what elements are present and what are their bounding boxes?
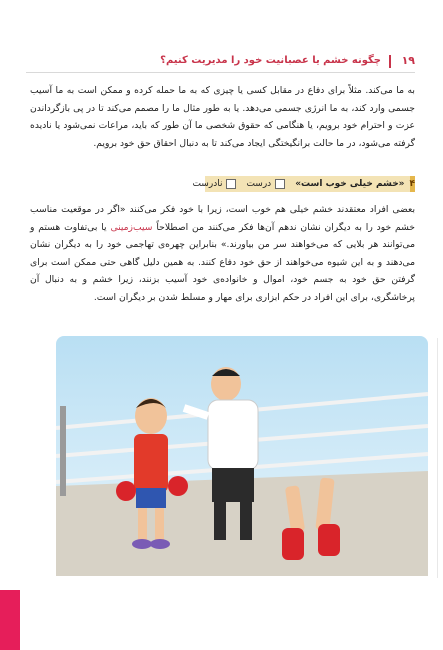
boxing-illustration (56, 336, 428, 576)
page-number: ۱۹ (401, 54, 415, 67)
question-box (192, 176, 415, 192)
option-true-label: درست (246, 179, 272, 189)
paragraph2-after: یا بی‌تفاوت هستم و می‌توانند هر بلایی که می‌خواهند سر من بیاورند.» بنابراین چهره‌ی تهاجمی خود را به دیگران نشان می‌دهند و به این شیوه می‌خواهند از حق خود دفاع کنند. به همین دلیل گاهی حتی ممکن است برای گرفتن حق خود به جسم خود، اموال و خانواده‌ی خود آسیب بزنند، زیرا خشم و به دنبال آن پرخاشگری، برای این افراد در حکم ابزاری برای مهار و مسلط شدن بر دیگران است. (30, 221, 415, 303)
question-text: «خشم خیلی خوب است» (295, 179, 405, 189)
option-true[interactable] (246, 179, 285, 189)
option-false-label: نادرست (192, 179, 223, 189)
highlighted-term: سیب‌زمینی (110, 221, 153, 233)
chapter-title: چگونه خشم یا عصبانیت خود را مدیریت کنیم؟ (160, 55, 381, 66)
header-divider (389, 55, 391, 68)
margin-rule (437, 338, 438, 578)
paragraph-anger-benefits: به ما می‌کند. مثلاً برای دفاع در مقابل کسی یا چیزی که به ما حمله کرده و ممکن است به ما آسیب جسمی وارد کند، به ما انرژی جسمی می‌دهد. یا به طور مثال ما را مصمم می‌کند تا در پی بازگرداندن عزت و احترام خود برویم، یا هنگامی که حقوق شخصی ما آن طور که باید، مراعات نمی‌شود یا نادیده گرفته می‌شود، در ما حالت برانگیختگی ایجاد می‌کند تا به دنبال احقاق حق خود برویم. (30, 85, 415, 149)
chapter-side-tab (0, 590, 20, 650)
paragraph2-before: بعضی افراد معتقدند خشم خیلی هم خوب است، زیرا با خود فکر می‌کنند «اگر در موقعیت مناسب خشم خود را به دیگران نشان ندهم آن‌ها فکر می‌کنند من اصطلاحاً (30, 204, 415, 233)
page-header (26, 52, 415, 73)
option-false[interactable] (192, 179, 236, 189)
question-number: ۴ (410, 176, 416, 192)
checkbox-false[interactable] (226, 179, 236, 189)
checkbox-true[interactable] (275, 179, 285, 189)
paragraph-aggression (30, 201, 415, 306)
